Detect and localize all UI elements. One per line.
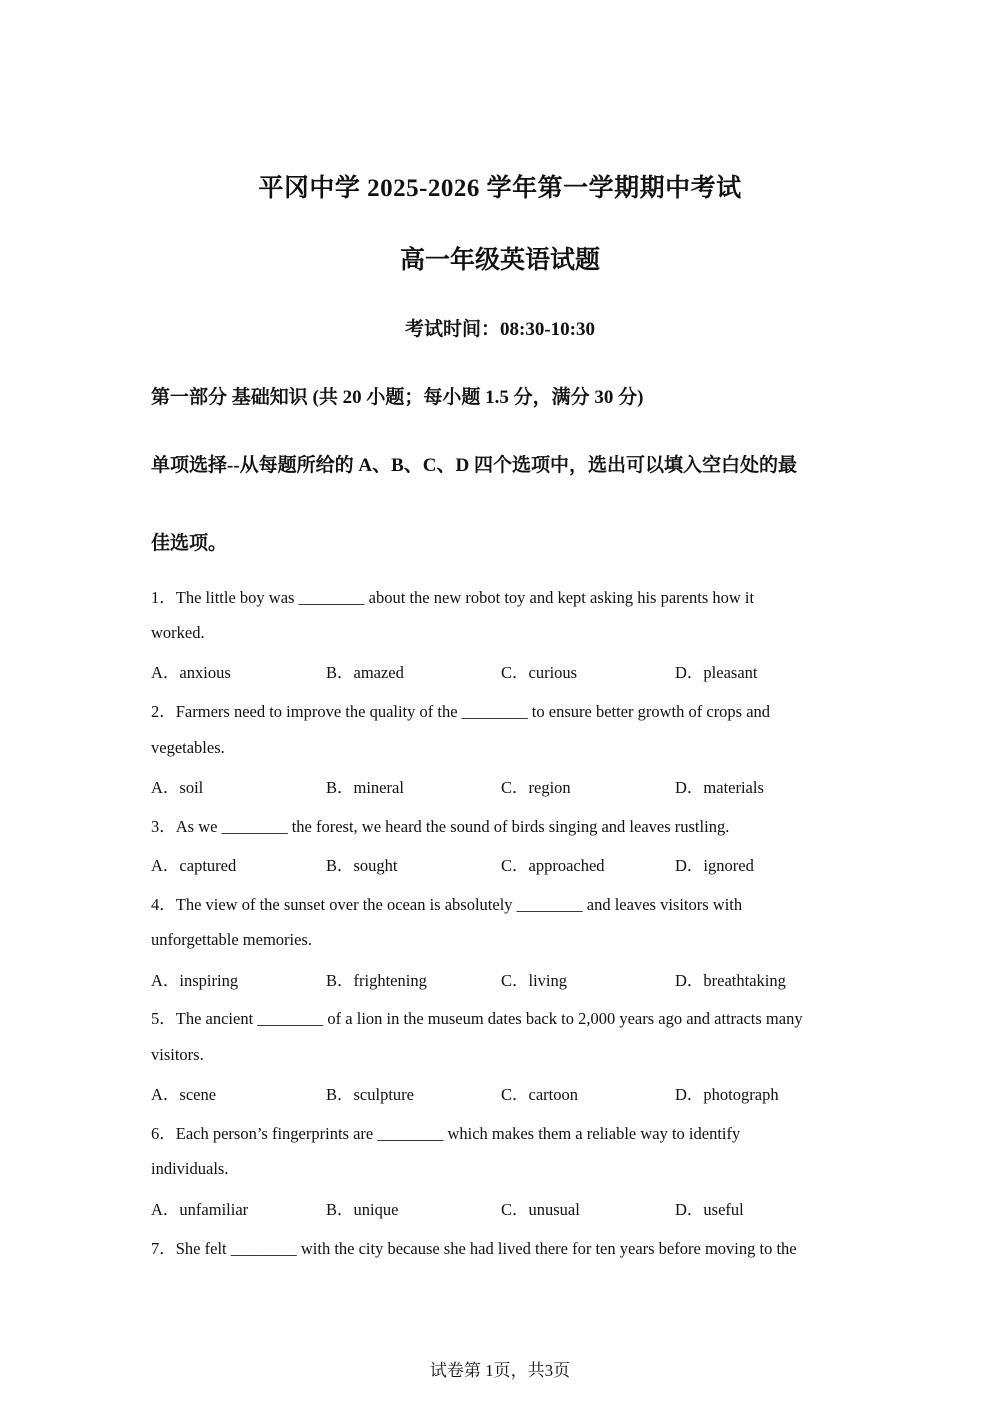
question-3-options <box>151 852 851 874</box>
option-a: A．scene <box>151 1085 217 1104</box>
question-4-options <box>151 967 851 989</box>
option-c: C．cartoon <box>501 1085 578 1104</box>
page-footer: 试卷第 1页，共3页 <box>429 1361 571 1380</box>
option-a: A．soil <box>151 778 204 797</box>
question-2-stem: 2．Farmers need to improve the quality of the ________ to ensure better growth of crops and <box>151 702 771 721</box>
option-a: A．anxious <box>151 663 231 682</box>
question-6-stem: 6．Each person’s fingerprints are ________ which makes them a reliable way to identify <box>151 1124 741 1143</box>
part-heading: 第一部分 基础知识 (共 20 小题；每小题 1.5 分，满分 30 分) <box>151 387 644 408</box>
option-d: D．photograph <box>675 1085 779 1104</box>
question-7-stem: 7．She felt ________ with the city because she had lived there for ten years before moving to the <box>151 1239 797 1258</box>
option-d: D．breathtaking <box>675 971 786 990</box>
option-b: B．mineral <box>326 778 404 797</box>
question-6-options <box>151 1196 851 1218</box>
question-1-stem: 1．The little boy was ________ about the new robot toy and kept asking his parents how it <box>151 588 755 607</box>
option-d: D．materials <box>675 778 764 797</box>
option-b: B．sought <box>326 856 398 875</box>
instruction-line-1: 单项选择--从每题所给的 A、B、C、D 四个选项中，选出可以填入空白处的最 <box>151 455 797 476</box>
option-b: B．sculpture <box>326 1085 414 1104</box>
question-2-options <box>151 774 851 796</box>
question-4-stem: 4．The view of the sunset over the ocean is absolutely ________ and leaves visitors with <box>151 895 743 914</box>
question-4-stem-cont: unforgettable memories. <box>151 930 312 949</box>
option-d: D．useful <box>675 1200 744 1219</box>
exam-time: 考试时间：08:30-10:30 <box>405 319 595 340</box>
question-1-options <box>151 659 851 681</box>
question-6-stem-cont: individuals. <box>151 1159 229 1178</box>
option-c: C．curious <box>501 663 578 682</box>
option-a: A．inspiring <box>151 971 239 990</box>
option-a: A．unfamiliar <box>151 1200 249 1219</box>
option-b: B．frightening <box>326 971 427 990</box>
option-c: C．approached <box>501 856 605 875</box>
option-b: B．unique <box>326 1200 399 1219</box>
option-c: C．region <box>501 778 571 797</box>
question-2-stem-cont: vegetables. <box>151 738 225 757</box>
instruction-line-2: 佳选项。 <box>151 533 228 554</box>
question-5-stem-cont: visitors. <box>151 1045 204 1064</box>
question-5-options <box>151 1081 851 1103</box>
question-3-stem: 3．As we ________ the forest, we heard the sound of birds singing and leaves rustling. <box>151 817 730 836</box>
option-c: C．unusual <box>501 1200 580 1219</box>
option-c: C．living <box>501 971 568 990</box>
exam-title: 平冈中学 2025-2026 学年第一学期期中考试 <box>258 175 742 202</box>
question-5-stem: 5．The ancient ________ of a lion in the museum dates back to 2,000 years ago and attracts many <box>151 1009 803 1028</box>
option-d: D．ignored <box>675 856 754 875</box>
option-d: D．pleasant <box>675 663 758 682</box>
option-b: B．amazed <box>326 663 404 682</box>
exam-subtitle: 高一年级英语试题 <box>399 247 600 274</box>
option-a: A．captured <box>151 856 237 875</box>
question-1-stem-cont: worked. <box>151 623 205 642</box>
